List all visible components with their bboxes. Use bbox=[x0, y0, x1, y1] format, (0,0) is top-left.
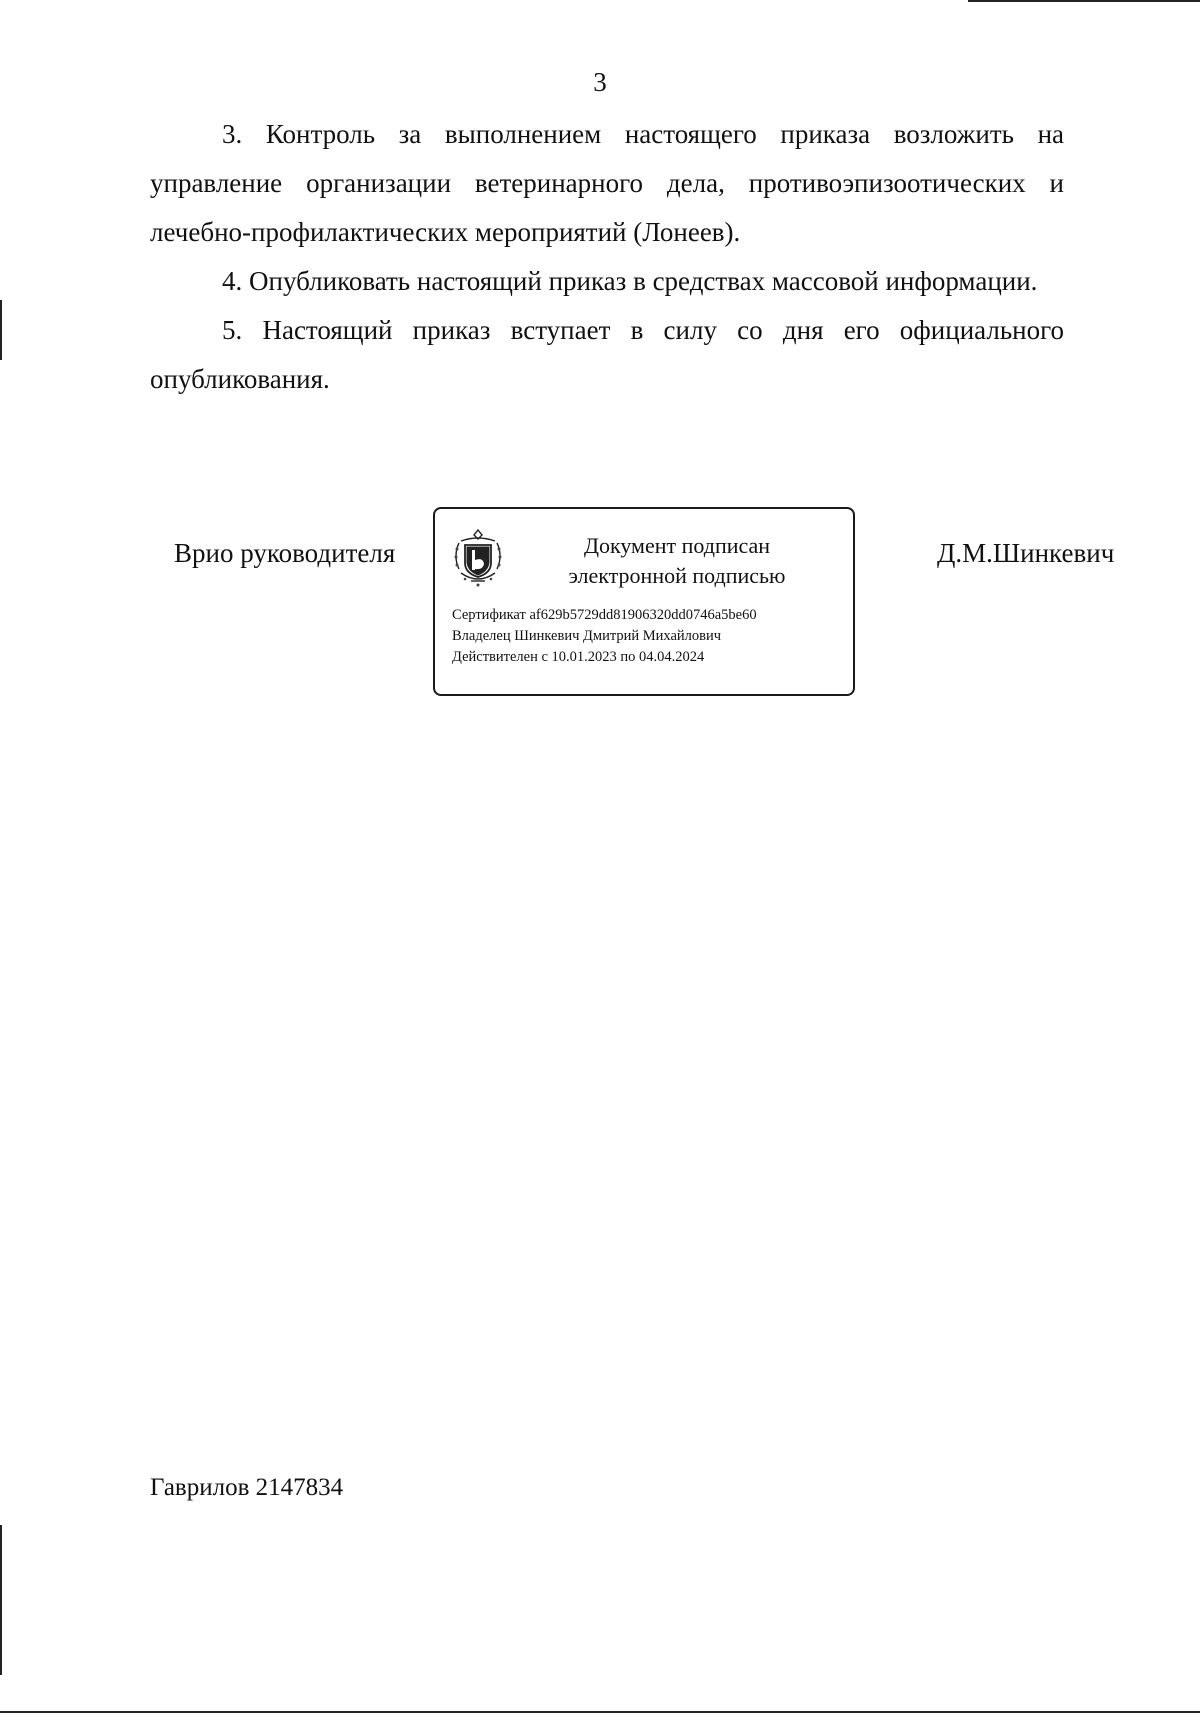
stamp-details bbox=[452, 605, 847, 668]
document-body bbox=[150, 110, 1064, 404]
paragraph-3: 3. Контроль за выполнением настоящего приказа возложить на управление организации ветеринарного дела, противоэпизоотических и лечебно-профилактических мероприятий (Лонеев). bbox=[150, 119, 1064, 247]
scan-edge-mark bbox=[0, 300, 2, 360]
page-number: 3 bbox=[593, 67, 607, 97]
paragraph-4: 4. Опубликовать настоящий приказ в средствах массовой информации. bbox=[222, 266, 1038, 296]
stamp-owner: Владелец Шинкевич Дмитрий Михайлович bbox=[452, 628, 722, 644]
scan-edge-mark bbox=[968, 0, 1200, 2]
executor-info: Гаврилов 2147834 bbox=[150, 1474, 344, 1501]
signer-title: Врио руководителя bbox=[174, 538, 396, 568]
stamp-certificate: Сертификат af629b5729dd81906320dd0746a5be60 bbox=[452, 607, 757, 623]
stamp-validity: Действителен с 10.01.2023 по 04.04.2024 bbox=[452, 649, 705, 665]
electronic-signature-stamp bbox=[433, 507, 855, 696]
scan-edge-mark bbox=[0, 1711, 1200, 1713]
paragraph-5: 5. Настоящий приказ вступает в силу со дня его официального опубликования. bbox=[150, 315, 1064, 394]
coat-of-arms-icon bbox=[453, 527, 503, 589]
stamp-heading-line2: электронной подписью bbox=[568, 563, 786, 588]
stamp-heading-line1: Документ подписан bbox=[583, 533, 771, 558]
signer-name: Д.М.Шинкевич bbox=[937, 538, 1115, 568]
stamp-heading bbox=[517, 531, 837, 591]
scan-edge-mark bbox=[0, 1525, 2, 1675]
